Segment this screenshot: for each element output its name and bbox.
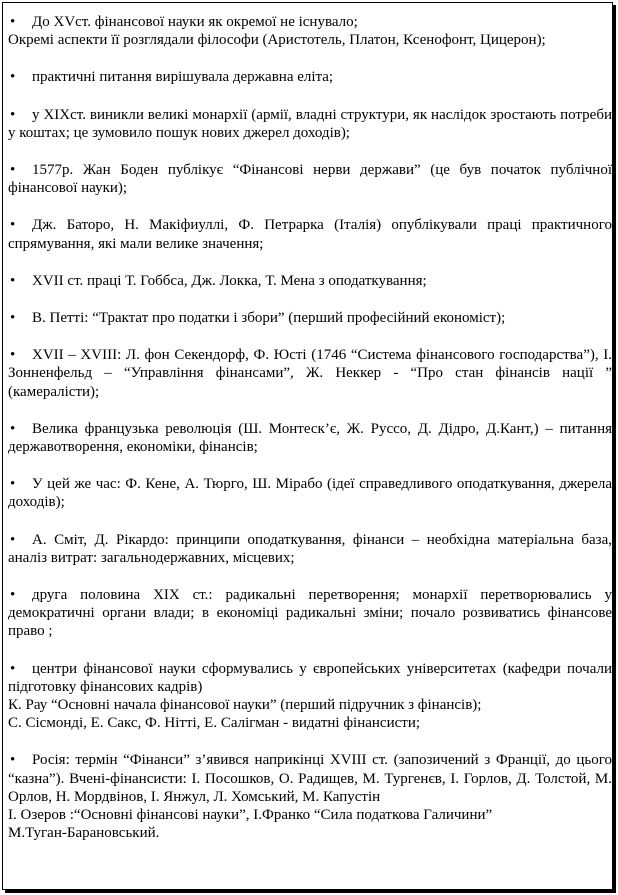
item-text: 1577р. Жан Боден публікує “Фінансові нерви держави” (це був початок публічної фінансової науки); — [8, 162, 612, 197]
bullet: • — [10, 69, 16, 86]
list-item — [8, 106, 612, 142]
item-text: У цей же час: Ф. Кене, А. Тюрго, Ш. Мірабо (ідеї справедливого оподаткування, джерела доходів); — [8, 476, 612, 511]
list-item — [8, 13, 612, 49]
item-text: друга половина ХІХ ст.: радикальні перетворення; монархії перетворювались у демократичні органи влади; в економіці радикальні зміни; почало розвиватись фінансове право ; — [8, 587, 612, 640]
list-item — [8, 309, 612, 327]
item-text: А. Сміт, Д. Рікардо: принципи оподаткування, фінанси – необхідна матеріальна база, аналіз витрат: загальнодержавних, місцевих; — [8, 531, 612, 566]
bullet: • — [10, 14, 16, 30]
list-item — [8, 531, 612, 567]
item-extra-line: Окремі аспекти її розглядали філософи (Аристотель, Платон, Ксенофонт, Цицерон); — [8, 32, 546, 49]
item-text: Росія: термін “Фінанси” з’явився наприкінці XVIII ст. (запозичений з Франції, до цього “казна”). Вчені-фінансисти: І. Посошков, О. Радищев, М. Тургенєв, І. Горлов, Д. Толстой, М. Орлов, Н. Мордвінов, І. Янжул, Л. Хомський, М. Капустін — [8, 752, 612, 805]
item-text: центри фінансової науки сформувались у європейських університетах (кафедри почали підготовку фінансових кадрів) — [8, 660, 612, 695]
list-item — [8, 161, 612, 197]
bullet: • — [10, 106, 16, 123]
item-extra-line: І. Озеров :“Основні фінансові науки”, І.Франко “Сила податкова Галичини” — [8, 807, 493, 824]
bullet: • — [10, 217, 16, 234]
bullet: • — [10, 531, 16, 548]
list-item — [8, 751, 612, 842]
list-item — [8, 272, 612, 290]
list-item — [8, 68, 612, 86]
item-text: XVII – XVIII: Л. фон Секендорф, Ф. Юсті (1746 “Система фінансового господарства”), І. Зонненфельд – “Управління фінансами”, Ж. Неккер - “Про стан фінансів нації ” (камералісти); — [8, 347, 612, 400]
item-text: у ХІХст. виникли великі монархії (армії, владні структури, як наслідок зростають потреби у коштах; це зумовило пошук нових джерел доходів); — [8, 106, 612, 141]
document-frame — [2, 2, 613, 890]
item-extra-line: С. Сісмонді, Е. Сакс, Ф. Нітті, Е. Салігман - видатні фінансисти; — [8, 715, 421, 732]
bullet: • — [10, 347, 16, 364]
list-item — [8, 586, 612, 641]
item-text: Велика французька революція (Ш. Монтеск’є, Ж. Руссо, Д. Дідро, Д.Кант,) – питання державотворення, економіки, фінансів; — [8, 420, 612, 456]
bullet: • — [10, 420, 16, 437]
item-text: В. Петті: “Трактат про податки і збори” (перший професійний економіст); — [32, 310, 506, 327]
bullet: • — [10, 587, 16, 604]
item-text: XVII ст. праці Т. Гоббса, Дж. Локка, Т. Мена з оподаткування; — [32, 272, 427, 289]
document-body — [8, 13, 612, 862]
item-text: До XVст. фінансової науки як окремої не існувало; — [32, 14, 358, 30]
bullet: • — [10, 162, 16, 179]
list-item — [8, 660, 612, 733]
item-text: Дж. Баторо, Н. Макіфиуллі, Ф. Петрарка (Італія) опублікували праці практичного спрямування, які мали велике значення; — [8, 217, 612, 252]
bullet: • — [10, 476, 16, 493]
bullet: • — [10, 310, 16, 327]
item-extra-line: К. Рау “Основні начала фінансової науки” (перший підручник з фінансів); — [8, 697, 482, 714]
item-text: практичні питання вирішувала державна еліта; — [32, 69, 334, 86]
bullet: • — [10, 660, 16, 677]
list-item — [8, 420, 612, 456]
bullet: • — [10, 272, 16, 289]
list-item — [8, 346, 612, 401]
list-item — [8, 216, 612, 252]
list-item — [8, 475, 612, 511]
item-extra-line: М.Туган-Барановський. — [8, 825, 160, 842]
bullet: • — [10, 752, 16, 769]
